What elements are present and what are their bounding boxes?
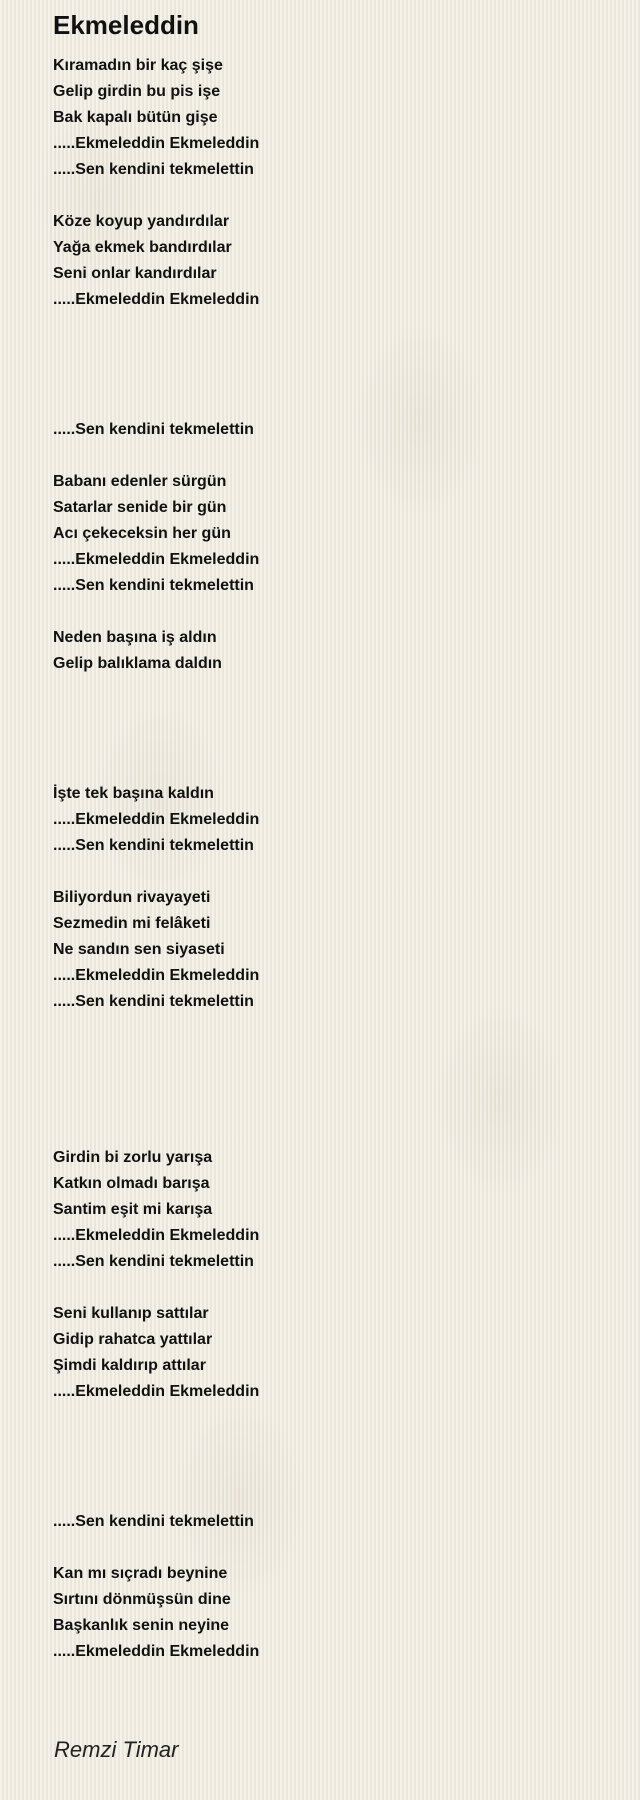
poem-blank-line xyxy=(53,1275,259,1301)
poem-line: Gidip rahatca yattılar xyxy=(53,1331,213,1348)
poem-blank-line xyxy=(53,1457,259,1483)
poem-line: .....Sen kendini tekmelettin xyxy=(53,577,254,594)
poem-blank-line xyxy=(53,339,259,365)
poem-line: Satarlar senide bir gün xyxy=(53,499,227,516)
poem-blank-line xyxy=(53,1483,259,1509)
poem-blank-line xyxy=(53,313,259,339)
poem-blank-line xyxy=(53,1431,259,1457)
poem-line: Başkanlık senin neyine xyxy=(53,1617,230,1634)
poem-line: .....Ekmeleddin Ekmeleddin xyxy=(53,135,260,152)
poem-line: .....Sen kendini tekmelettin xyxy=(53,837,254,854)
poem-line: Biliyordun rivayayeti xyxy=(53,889,211,906)
poem-line: Kan mı sıçradı beynine xyxy=(53,1565,228,1582)
poem-blank-line xyxy=(53,365,259,391)
poem-blank-line xyxy=(53,677,259,703)
poem-blank-line xyxy=(53,1041,259,1067)
poem-line: Babanı edenler sürgün xyxy=(53,473,227,490)
poem-line: Gelip girdin bu pis işe xyxy=(53,83,221,100)
poem-line: .....Sen kendini tekmelettin xyxy=(53,421,254,438)
poem-line: Şimdi kaldırıp attılar xyxy=(53,1357,206,1374)
poem-line: İşte tek başına kaldın xyxy=(53,785,214,802)
poem-blank-line xyxy=(53,1405,259,1431)
poem-blank-line xyxy=(53,703,259,729)
poem-author: Remzi Timar xyxy=(54,1737,179,1762)
poem-line: Yağa ekmek bandırdılar xyxy=(53,239,232,256)
poem-blank-line xyxy=(53,1119,259,1145)
poem-line: Katkın olmadı barışa xyxy=(53,1175,210,1192)
poem-line: .....Ekmeleddin Ekmeleddin xyxy=(53,1227,260,1244)
poem-line: .....Ekmeleddin Ekmeleddin xyxy=(53,967,260,984)
poem-blank-line xyxy=(53,1067,259,1093)
poem-blank-line xyxy=(53,599,259,625)
poem-line: Kıramadın bir kaç şişe xyxy=(53,57,223,74)
poem-line: Santim eşit mi karışa xyxy=(53,1201,213,1218)
poem-blank-line xyxy=(53,1093,259,1119)
poem-line: Sırtını dönmüşsün dine xyxy=(53,1591,231,1608)
poem-blank-line xyxy=(53,729,259,755)
poem-line: .....Sen kendini tekmelettin xyxy=(53,1513,254,1530)
poem-line: .....Sen kendini tekmelettin xyxy=(53,993,254,1010)
poem-body xyxy=(53,53,259,1665)
poem-line: Acı çekeceksin her gün xyxy=(53,525,231,542)
poem-line: .....Ekmeleddin Ekmeleddin xyxy=(53,1643,260,1660)
poem-line: Bak kapalı bütün gişe xyxy=(53,109,218,126)
poem-line: Ne sandın sen siyaseti xyxy=(53,941,225,958)
poem-line: Sezmedin mi felâketi xyxy=(53,915,211,932)
poem-line: .....Ekmeleddin Ekmeleddin xyxy=(53,1383,260,1400)
poem-line: Neden başına iş aldın xyxy=(53,629,217,646)
poem-blank-line xyxy=(53,1015,259,1041)
poem-blank-line xyxy=(53,859,259,885)
poem-blank-line xyxy=(53,443,259,469)
poem-blank-line xyxy=(53,183,259,209)
poem-line: Seni kullanıp sattılar xyxy=(53,1305,209,1322)
poem-line: .....Ekmeleddin Ekmeleddin xyxy=(53,811,260,828)
poem-line: Seni onlar kandırdılar xyxy=(53,265,217,282)
poem-line: .....Ekmeleddin Ekmeleddin xyxy=(53,291,260,308)
poem-line: .....Ekmeleddin Ekmeleddin xyxy=(53,551,260,568)
poem-line: Girdin bi zorlu yarışa xyxy=(53,1149,213,1166)
poem-line: .....Sen kendini tekmelettin xyxy=(53,161,254,178)
poem-line: Köze koyup yandırdılar xyxy=(53,213,230,230)
poem-line: .....Sen kendini tekmelettin xyxy=(53,1253,254,1270)
poem-title: Ekmeleddin xyxy=(53,10,199,40)
poem-line: Gelip balıklama daldın xyxy=(53,655,222,672)
poem-blank-line xyxy=(53,1535,259,1561)
poem-blank-line xyxy=(53,755,259,781)
poem-blank-line xyxy=(53,391,259,417)
